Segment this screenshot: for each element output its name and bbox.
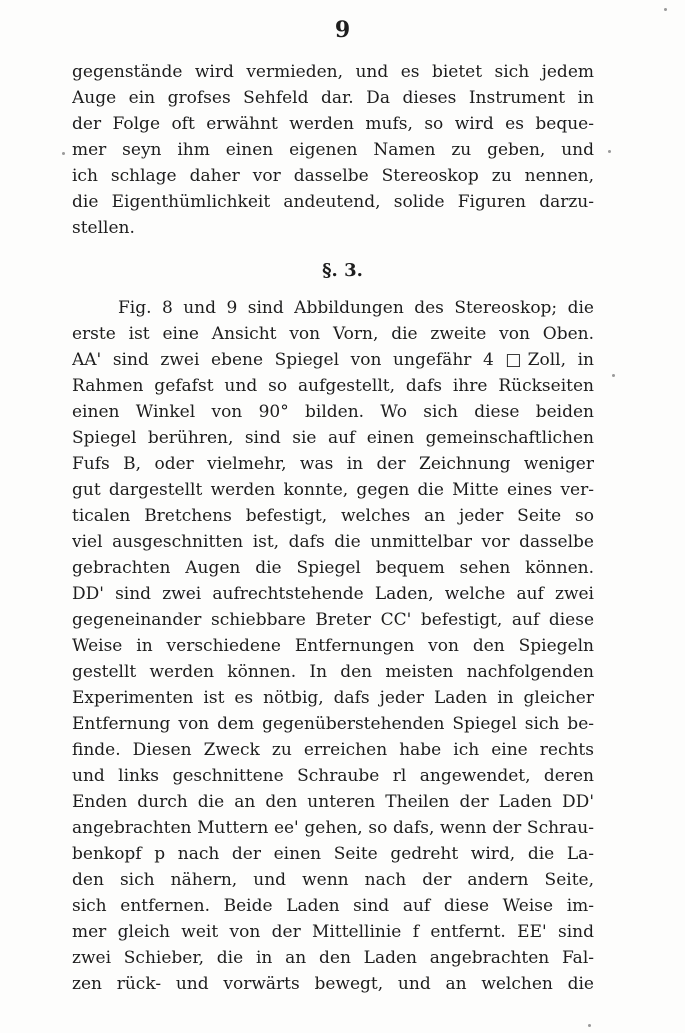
text-line: gegenstände wird vermieden, und es bietet sich jedem bbox=[72, 62, 594, 82]
scan-speck bbox=[62, 152, 65, 155]
text-line: Spiegel berühren, sind sie auf einen gemeinschaftlichen bbox=[72, 428, 594, 448]
text-line: benkopf p nach der einen Seite gedreht wird, die La- bbox=[72, 844, 594, 864]
text-line: mer gleich weit von der Mittellinie f entfernt. EE' sind bbox=[72, 922, 594, 942]
text-line: einen Winkel von 90° bilden. Wo sich diese beiden bbox=[72, 402, 594, 422]
text-line: ich schlage daher vor dasselbe Stereoskop zu nennen, bbox=[72, 166, 594, 186]
text-line: der Folge oft erwähnt werden mufs, so wird es beque- bbox=[72, 114, 594, 134]
text-line: Experimenten ist es nötbig, dafs jeder Laden in gleicher bbox=[72, 688, 594, 708]
scan-speck bbox=[664, 8, 667, 11]
scan-speck bbox=[608, 150, 611, 153]
text-line: sich entfernen. Beide Laden sind auf diese Weise im- bbox=[72, 896, 594, 916]
text-line: Enden durch die an den unteren Theilen der Laden DD' bbox=[72, 792, 594, 812]
text-line: finde. Diesen Zweck zu erreichen habe ich eine rechts bbox=[72, 740, 594, 760]
text-line: gegeneinander schiebbare Breter CC' befestigt, auf diese bbox=[72, 610, 594, 630]
text-line: gebrachten Augen die Spiegel bequem sehen können. bbox=[72, 558, 594, 578]
text-line: gut dargestellt werden konnte, gegen die Mitte eines ver- bbox=[72, 480, 594, 500]
text-line: und links geschnittene Schraube rl angewendet, deren bbox=[72, 766, 594, 786]
text-line: Fufs B, oder vielmehr, was in der Zeichnung weniger bbox=[72, 454, 594, 474]
text-line: die Eigenthümlichkeit andeutend, solide Figuren darzu- bbox=[72, 192, 594, 212]
text-line: Weise in verschiedene Entfernungen von den Spiegeln bbox=[72, 636, 594, 656]
text-line: Rahmen gefafst und so aufgestellt, dafs ihre Rückseiten bbox=[72, 376, 594, 396]
section-heading: §. 3. bbox=[322, 260, 363, 281]
text-line: Fig. 8 und 9 sind Abbildungen des Stereoskop; die bbox=[118, 298, 594, 318]
text-line: gestellt werden können. In den meisten nachfolgenden bbox=[72, 662, 594, 682]
text-line: angebrachten Muttern ee' gehen, so dafs, wenn der Schrau- bbox=[72, 818, 594, 838]
text-line: zwei Schieber, die in an den Laden angebrachten Fal- bbox=[72, 948, 594, 968]
page-number: 9 bbox=[334, 17, 351, 43]
text-line: Entfernung von dem gegenüberstehenden Spiegel sich be- bbox=[72, 714, 594, 734]
text-line: viel ausgeschnitten ist, dafs die unmittelbar vor dasselbe bbox=[72, 532, 594, 552]
text-line: mer seyn ihm einen eigenen Namen zu geben, und bbox=[72, 140, 594, 160]
scan-speck bbox=[588, 1024, 591, 1027]
text-line: ticalen Bretchens befestigt, welches an jeder Seite so bbox=[72, 506, 594, 526]
scan-speck bbox=[612, 374, 615, 377]
text-line: AA' sind zwei ebene Spiegel von ungefähr 4 □Zoll, in bbox=[72, 350, 594, 370]
paragraph-2 bbox=[72, 295, 594, 997]
text-line: Auge ein grofses Sehfeld dar. Da dieses Instrument in bbox=[72, 88, 594, 108]
paragraph-1 bbox=[72, 59, 594, 241]
text-line: stellen. bbox=[72, 218, 135, 238]
text-line: den sich nähern, und wenn nach der andern Seite, bbox=[72, 870, 594, 890]
text-line: erste ist eine Ansicht von Vorn, die zweite von Oben. bbox=[72, 324, 594, 344]
text-line: DD' sind zwei aufrechtstehende Laden, welche auf zwei bbox=[72, 584, 594, 604]
text-line: zen rück- und vorwärts bewegt, und an welchen die bbox=[72, 974, 594, 994]
